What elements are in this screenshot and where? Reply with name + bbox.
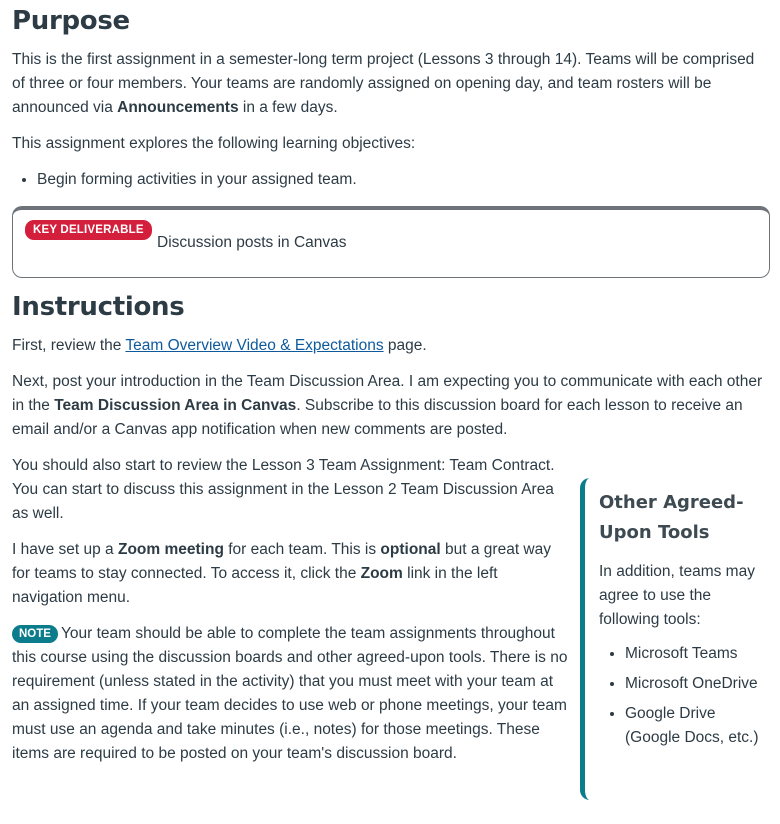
- tool-item: • Google Drive (Google Docs, etc.): [625, 702, 770, 750]
- key-deliverable-badge: KEY DELIVERABLE: [25, 220, 152, 240]
- note-text: Your team should be able to complete the team assignments throughout this course using the discussion boards and other agreed-upon tools. There is no requirement (unless stated in the activity) that you must meet with your team at an assigned time. If your team decides to use web or phone meetings, your team must use an agenda and take minutes (i.e., notes) for those meetings. These items are required to be posted on your team's discussion board.: [12, 625, 568, 762]
- sidebar-heading: Other Agreed-Upon Tools: [599, 492, 744, 543]
- deliverable-text: Discussion posts in Canvas: [157, 234, 347, 251]
- tools-list: [599, 642, 770, 750]
- discussion-area-emphasis: Team Discussion Area in Canvas: [54, 397, 297, 414]
- optional-emphasis: optional: [380, 541, 441, 558]
- sidebar-intro: In addition, teams may agree to use the following tools:: [599, 563, 755, 628]
- zoom-emphasis: Zoom: [360, 565, 403, 582]
- note-paragraph: [12, 622, 572, 766]
- tool-item: • Microsoft OneDrive: [625, 672, 770, 696]
- instructions-paragraph-1: First, review the Team Overview Video & Expectations page.: [12, 337, 427, 354]
- objectives-list: [12, 168, 768, 192]
- announcements-emphasis: Announcements: [117, 99, 239, 116]
- instructions-heading: Instructions: [12, 292, 185, 322]
- instructions-paragraph-3: You should also start to review the Lesson 3 Team Assignment: Team Contract. You can start to discuss this assignment in the Lesson 2 Team Discussion Area as well.: [12, 457, 555, 522]
- purpose-heading: Purpose: [12, 6, 130, 36]
- tool-item: • Microsoft Teams: [625, 642, 770, 666]
- instructions-paragraph-4: I have set up a Zoom meeting for each team. This is optional but a great way for teams to stay connected. To access it, click the Zoom link in the left navigation menu.: [12, 541, 551, 606]
- note-badge: NOTE: [12, 625, 58, 643]
- instructions-paragraph-2: Next, post your introduction in the Team Discussion Area. I am expecting you to communicate with each other in the Team Discussion Area in Canvas. Subscribe to this discussion board for each lesson to receive an email and/or a Canvas app notification when new comments are posted.: [12, 373, 763, 438]
- page-content: [0, 4, 780, 766]
- team-overview-link[interactable]: Team Overview Video & Expectations: [125, 337, 384, 354]
- objectives-intro: This assignment explores the following learning objectives:: [12, 135, 416, 152]
- zoom-meeting-emphasis: Zoom meeting: [118, 541, 224, 558]
- objective-item: • Begin forming activities in your assigned team.: [37, 168, 768, 192]
- other-tools-sidebar: [580, 478, 770, 800]
- instructions-layout: [12, 454, 768, 766]
- instructions-main-column: [12, 454, 572, 766]
- key-deliverable-box: [12, 206, 770, 278]
- purpose-paragraph: This is the first assignment in a semester-long term project (Lessons 3 through 14). Teams will be comprised of three or four members. Your teams are randomly assigned on opening day, and team rosters will be announced via Announcements in a few days.: [12, 51, 755, 116]
